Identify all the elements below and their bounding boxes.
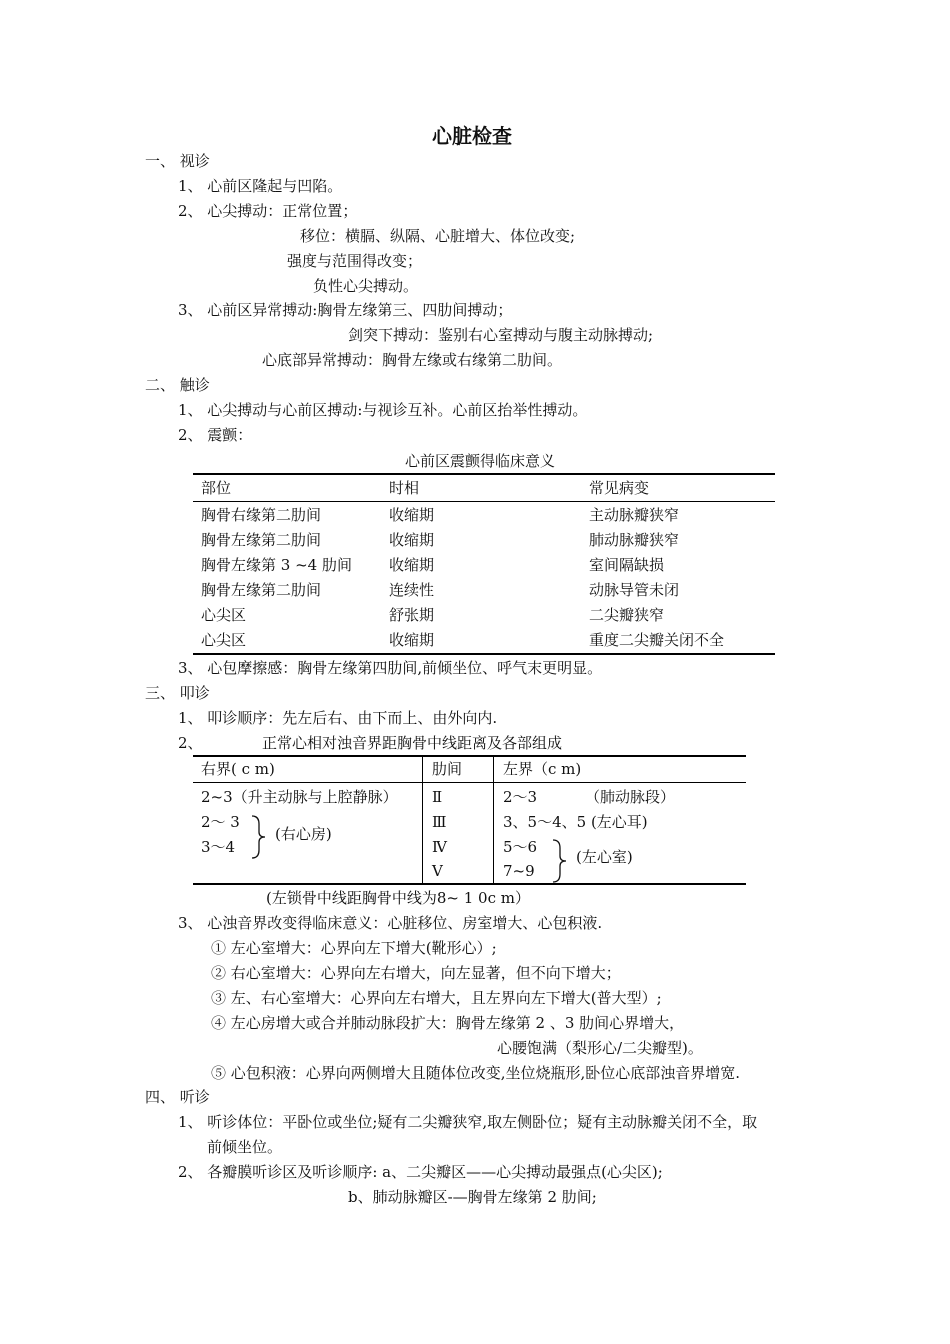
table-header: 右界( c m) — [201, 760, 275, 778]
table-cell: Ⅳ — [432, 838, 447, 856]
brace-label: (左心室) — [576, 848, 633, 866]
text-line: 1、 叩诊顺序：先左后右、由下而上、由外向内. — [178, 709, 498, 727]
text-line: 3、 心前区异常搏动:胸骨左缘第三、四肋间搏动； — [178, 301, 513, 319]
table-cell: 2～ 3 — [201, 813, 240, 831]
table-cell: 胸骨右缘第二肋间 — [201, 506, 322, 524]
table-bottom-rule — [193, 653, 775, 655]
table-caption: 心前区震颤得临床意义 — [405, 452, 556, 470]
text-line: 心底部异常搏动：胸骨左缘或右缘第二肋间。 — [262, 351, 563, 369]
table-cell: （肺动脉段） — [585, 788, 676, 806]
column-divider — [422, 755, 423, 885]
table-cell: 主动脉瓣狭窄 — [589, 506, 680, 524]
table-header-rule — [193, 782, 746, 783]
table-top-rule — [193, 473, 775, 475]
table-caption: 正常心相对浊音界距胸骨中线距离及各部组成 — [262, 734, 563, 752]
text-line: 3、 心包摩擦感：胸骨左缘第四肋间,前倾坐位、呼气末更明显。 — [178, 659, 603, 677]
table-cell: 心尖区 — [201, 606, 247, 624]
column-divider — [493, 755, 494, 885]
table-header: 常见病变 — [589, 479, 650, 497]
table-cell: 7~9 — [503, 862, 535, 880]
section-heading-inspection: 一、 视诊 — [145, 152, 210, 170]
list-item: ③ 左、右心室增大：心界向左右增大，且左界向左下增大(普大型）; — [211, 989, 662, 1007]
table-cell: 心尖区 — [201, 631, 247, 649]
brace-icon — [250, 814, 270, 860]
text-line: b、肺动脉瓣区-—胸骨左缘第 2 肋间; — [348, 1188, 597, 1206]
brace-icon — [551, 838, 571, 884]
text-line: 前倾坐位。 — [207, 1138, 283, 1156]
table-cell: 2～3 — [503, 788, 538, 806]
table-header: 部位 — [201, 479, 232, 497]
list-item: ④ 左心房增大或合并肺动脉段扩大：胸骨左缘第 2 、3 肋间心界增大， — [211, 1014, 685, 1032]
brace-label: (右心房) — [275, 825, 332, 843]
section-heading-auscultation: 四、 听诊 — [145, 1088, 210, 1106]
text-line: 2、 各瓣膜听诊区及听诊顺序: a、二尖瓣区——心尖搏动最强点(心尖区); — [178, 1163, 663, 1181]
table-cell: Ⅱ — [432, 788, 443, 806]
table-cell: 收缩期 — [389, 506, 435, 524]
table-cell: 重度二尖瓣关闭不全 — [589, 631, 725, 649]
text-line: 剑突下搏动：鉴别右心室搏动与腹主动脉搏动; — [348, 326, 654, 344]
text-line: 1、 心前区隆起与凹陷。 — [178, 177, 343, 195]
table-note: (左锁骨中线距胸骨中线为8~ 1 0c m） — [266, 889, 530, 907]
text-line: 2、 震颤： — [178, 426, 253, 444]
table-cell: 收缩期 — [389, 631, 435, 649]
text-line: 2、 心尖搏动：正常位置； — [178, 202, 358, 220]
text-line: 负性心尖搏动。 — [313, 277, 419, 295]
list-item: ① 左心室增大：心界向左下增大(靴形心）; — [211, 939, 497, 957]
text-line: 3、 心浊音界改变得临床意义：心脏移位、房室增大、心包积液. — [178, 914, 603, 932]
table-bottom-rule — [193, 883, 746, 885]
list-item: 心腰饱满（梨形心/二尖瓣型)。 — [497, 1039, 703, 1057]
table-header: 时相 — [389, 479, 420, 497]
list-item: ⑤ 心包积液：心界向两侧增大且随体位改变,坐位烧瓶形,卧位心底部浊音界增宽. — [211, 1064, 741, 1082]
table-cell: 收缩期 — [389, 531, 435, 549]
text-line: 1、 听诊体位：平卧位或坐位;疑有二尖瓣狭窄,取左侧卧位；疑有主动脉瓣关闭不全，取 — [178, 1113, 758, 1131]
table-top-rule — [193, 755, 746, 757]
table-cell: 3～4 — [201, 838, 236, 856]
table-cell: 动脉导管未闭 — [589, 581, 680, 599]
table-cell: 胸骨左缘第二肋间 — [201, 581, 322, 599]
table-cell: 肺动脉瓣狭窄 — [589, 531, 680, 549]
table-cell: 舒张期 — [389, 606, 435, 624]
text-line: 移位：横膈、纵隔、心脏增大、体位改变; — [300, 227, 576, 245]
table-cell: 3、5～4、5 (左心耳) — [503, 813, 648, 831]
text-line: 2、 — [178, 734, 203, 752]
page-title: 心脏检查 — [432, 124, 512, 148]
table-cell: Ⅴ — [432, 862, 443, 880]
text-line: 1、 心尖搏动与心前区搏动:与视诊互补。心前区抬举性搏动。 — [178, 401, 588, 419]
table-cell: 室间隔缺损 — [589, 556, 665, 574]
table-cell: 连续性 — [389, 581, 435, 599]
table-header-rule — [193, 501, 775, 502]
section-heading-palpation: 二、 触诊 — [145, 376, 210, 394]
table-cell: 2~3（升主动脉与上腔静脉） — [201, 788, 398, 806]
table-cell: 5～6 — [503, 838, 538, 856]
table-cell: 二尖瓣狭窄 — [589, 606, 665, 624]
table-header: 左界（c m) — [503, 760, 582, 778]
table-cell: 胸骨左缘第 3 ~4 肋间 — [201, 556, 352, 574]
section-heading-percussion: 三、 叩诊 — [145, 684, 210, 702]
text-line: 强度与范围得改变； — [287, 252, 423, 270]
table-cell: 收缩期 — [389, 556, 435, 574]
table-cell: 胸骨左缘第二肋间 — [201, 531, 322, 549]
table-cell: Ⅲ — [432, 813, 447, 831]
table-header: 肋间 — [432, 760, 463, 778]
list-item: ② 右心室增大：心界向左右增大，向左显著，但不向下增大； — [211, 964, 621, 982]
